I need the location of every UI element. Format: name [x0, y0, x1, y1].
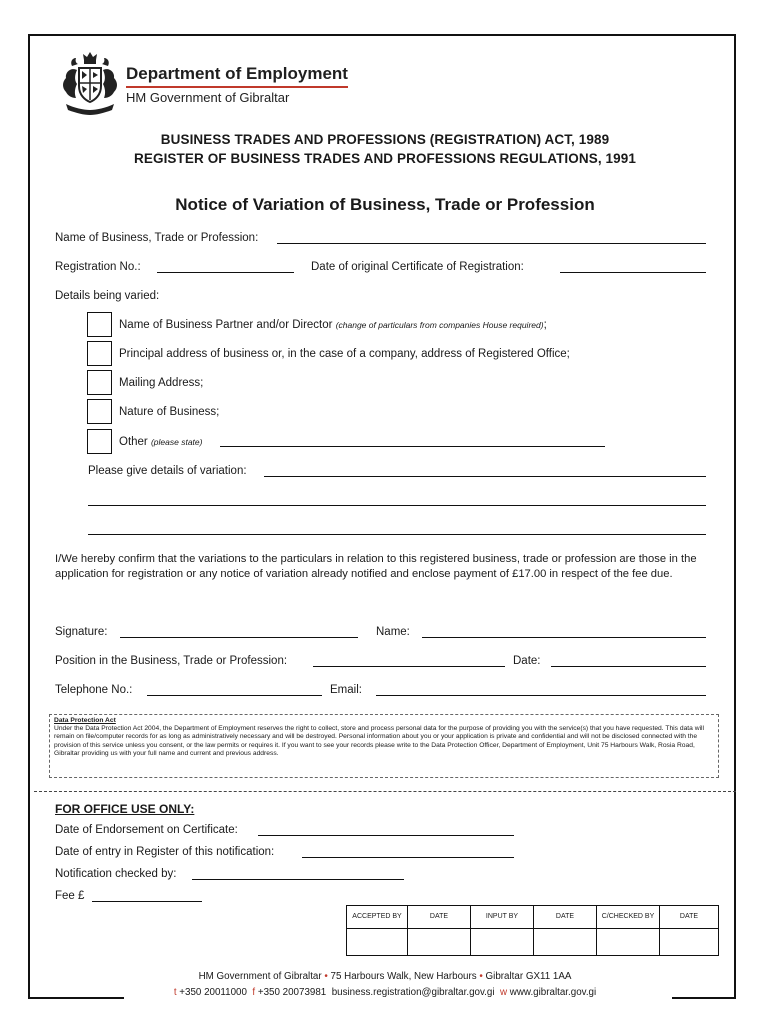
table-cell[interactable]	[597, 929, 660, 956]
variation-details-line-2[interactable]	[88, 505, 706, 506]
department-name: Department of Employment	[126, 64, 348, 83]
bullet-icon: •	[324, 971, 328, 982]
footer-contacts: t +350 20011000 f +350 20073981 business.registration@gibraltar.gov.gi w www.gibraltar.gov.gi	[173, 987, 597, 998]
option-nature-of-business: Nature of Business;	[119, 406, 220, 418]
date-label: Date:	[513, 655, 541, 667]
table-cell[interactable]	[660, 929, 719, 956]
checkbox-principal-address[interactable]	[87, 341, 112, 366]
table-cell[interactable]	[408, 929, 471, 956]
table-cell[interactable]	[471, 929, 534, 956]
variation-details-line-3[interactable]	[88, 534, 706, 535]
telephone-field[interactable]	[147, 695, 322, 696]
option-other: Other (please state)	[119, 436, 203, 448]
data-protection-text: Under the Data Protection Act 2004, the Department of Employment reserves the right to collect, store and process personal data for the purpose of providing you with the service(s) that you have requested. This data will remain on file/computer records for as long as administratively necessary and will be destroyed. Personal information about you or your application is private and confidential and will not be disclosed connected with the provision of this service unless you consent, or the law permits or requires it. If you want to see your records please write to the Data Protection Officer, Department of Employment, Unit 75 Harbours Walk, Rosia Road, Gibraltar providing us with your full name and current and previous address.	[54, 725, 705, 757]
business-name-field[interactable]	[277, 243, 706, 244]
registration-no-label: Registration No.:	[55, 261, 141, 273]
footer-website[interactable]: www.gibraltar.gov.gi	[509, 987, 597, 998]
name-field[interactable]	[422, 637, 706, 638]
footer-fax: +350 20073981	[257, 987, 327, 998]
variation-details-label: Please give details of variation:	[88, 465, 247, 477]
footer-telephone: +350 20011000	[179, 987, 247, 998]
business-name-label: Name of Business, Trade or Profession:	[55, 232, 259, 244]
email-label: Email:	[330, 684, 362, 696]
checkbox-other[interactable]	[87, 429, 112, 454]
office-use-title: FOR OFFICE USE ONLY:	[55, 802, 195, 816]
original-certificate-date-field[interactable]	[560, 272, 706, 273]
register-entry-date-label: Date of entry in Register of this notification:	[55, 846, 275, 858]
table-header-date: DATE	[534, 906, 597, 929]
signature-label: Signature:	[55, 626, 108, 638]
header-rule	[126, 86, 348, 88]
act-title: BUSINESS TRADES AND PROFESSIONS (REGISTRATION) ACT, 1989	[160, 132, 610, 147]
table-header-date: DATE	[660, 906, 719, 929]
checked-by-field[interactable]	[192, 879, 404, 880]
checkbox-nature-of-business[interactable]	[87, 399, 112, 424]
option-mailing-address: Mailing Address;	[119, 377, 204, 389]
cut-line	[34, 791, 736, 792]
original-certificate-date-label: Date of original Certificate of Registration:	[311, 261, 524, 273]
table-cell[interactable]	[534, 929, 597, 956]
data-protection-title: Data Protection Act	[54, 717, 116, 724]
table-header-date: DATE	[408, 906, 471, 929]
footer-address: HM Government of Gibraltar • 75 Harbours Walk, New Harbours • Gibraltar GX11 1AA	[198, 971, 572, 982]
details-varied-label: Details being varied:	[55, 290, 160, 302]
variation-details-line-1[interactable]	[264, 476, 706, 477]
fee-label: Fee £	[55, 890, 85, 902]
signature-field[interactable]	[120, 637, 358, 638]
endorsement-date-field[interactable]	[258, 835, 514, 836]
bullet-icon: •	[479, 971, 483, 982]
government-name: HM Government of Gibraltar	[126, 90, 290, 105]
name-label: Name:	[376, 626, 410, 638]
regulations-title: REGISTER OF BUSINESS TRADES AND PROFESSIONS REGULATIONS, 1991	[134, 151, 636, 166]
footer-email[interactable]: business.registration@gibraltar.gov.gi	[331, 987, 495, 998]
telephone-label: Telephone No.:	[55, 684, 133, 696]
table-header-accepted-by: ACCEPTED BY	[347, 906, 408, 929]
checkbox-mailing-address[interactable]	[87, 370, 112, 395]
table-header-input-by: INPUT BY	[471, 906, 534, 929]
position-field[interactable]	[313, 666, 505, 667]
endorsement-date-label: Date of Endorsement on Certificate:	[55, 824, 238, 836]
email-field[interactable]	[376, 695, 706, 696]
option-partner-director: Name of Business Partner and/or Director (change of particulars from companies House required);	[119, 319, 547, 331]
fee-field[interactable]	[92, 901, 202, 902]
checkbox-partner-director[interactable]	[87, 312, 112, 337]
table-header-checked-by: C/CHECKED BY	[597, 906, 660, 929]
checked-by-label: Notification checked by:	[55, 868, 177, 880]
data-protection-notice	[49, 714, 719, 778]
date-field[interactable]	[551, 666, 706, 667]
office-use-table	[346, 905, 719, 956]
table-cell[interactable]	[347, 929, 408, 956]
coat-of-arms-icon	[58, 48, 122, 118]
registration-no-field[interactable]	[157, 272, 294, 273]
position-label: Position in the Business, Trade or Profession:	[55, 655, 288, 667]
confirmation-statement: I/We hereby confirm that the variations to the particulars in relation to this registered business, trade or profession are those in the application for registration or any notice of variation already notified and enclose payment of £17.00 in respect of the fee due.	[55, 553, 697, 580]
other-details-field[interactable]	[220, 446, 605, 447]
page-title: Notice of Variation of Business, Trade or Profession	[175, 195, 595, 214]
register-entry-date-field[interactable]	[302, 857, 514, 858]
option-principal-address: Principal address of business or, in the case of a company, address of Registered Office;	[119, 348, 570, 360]
